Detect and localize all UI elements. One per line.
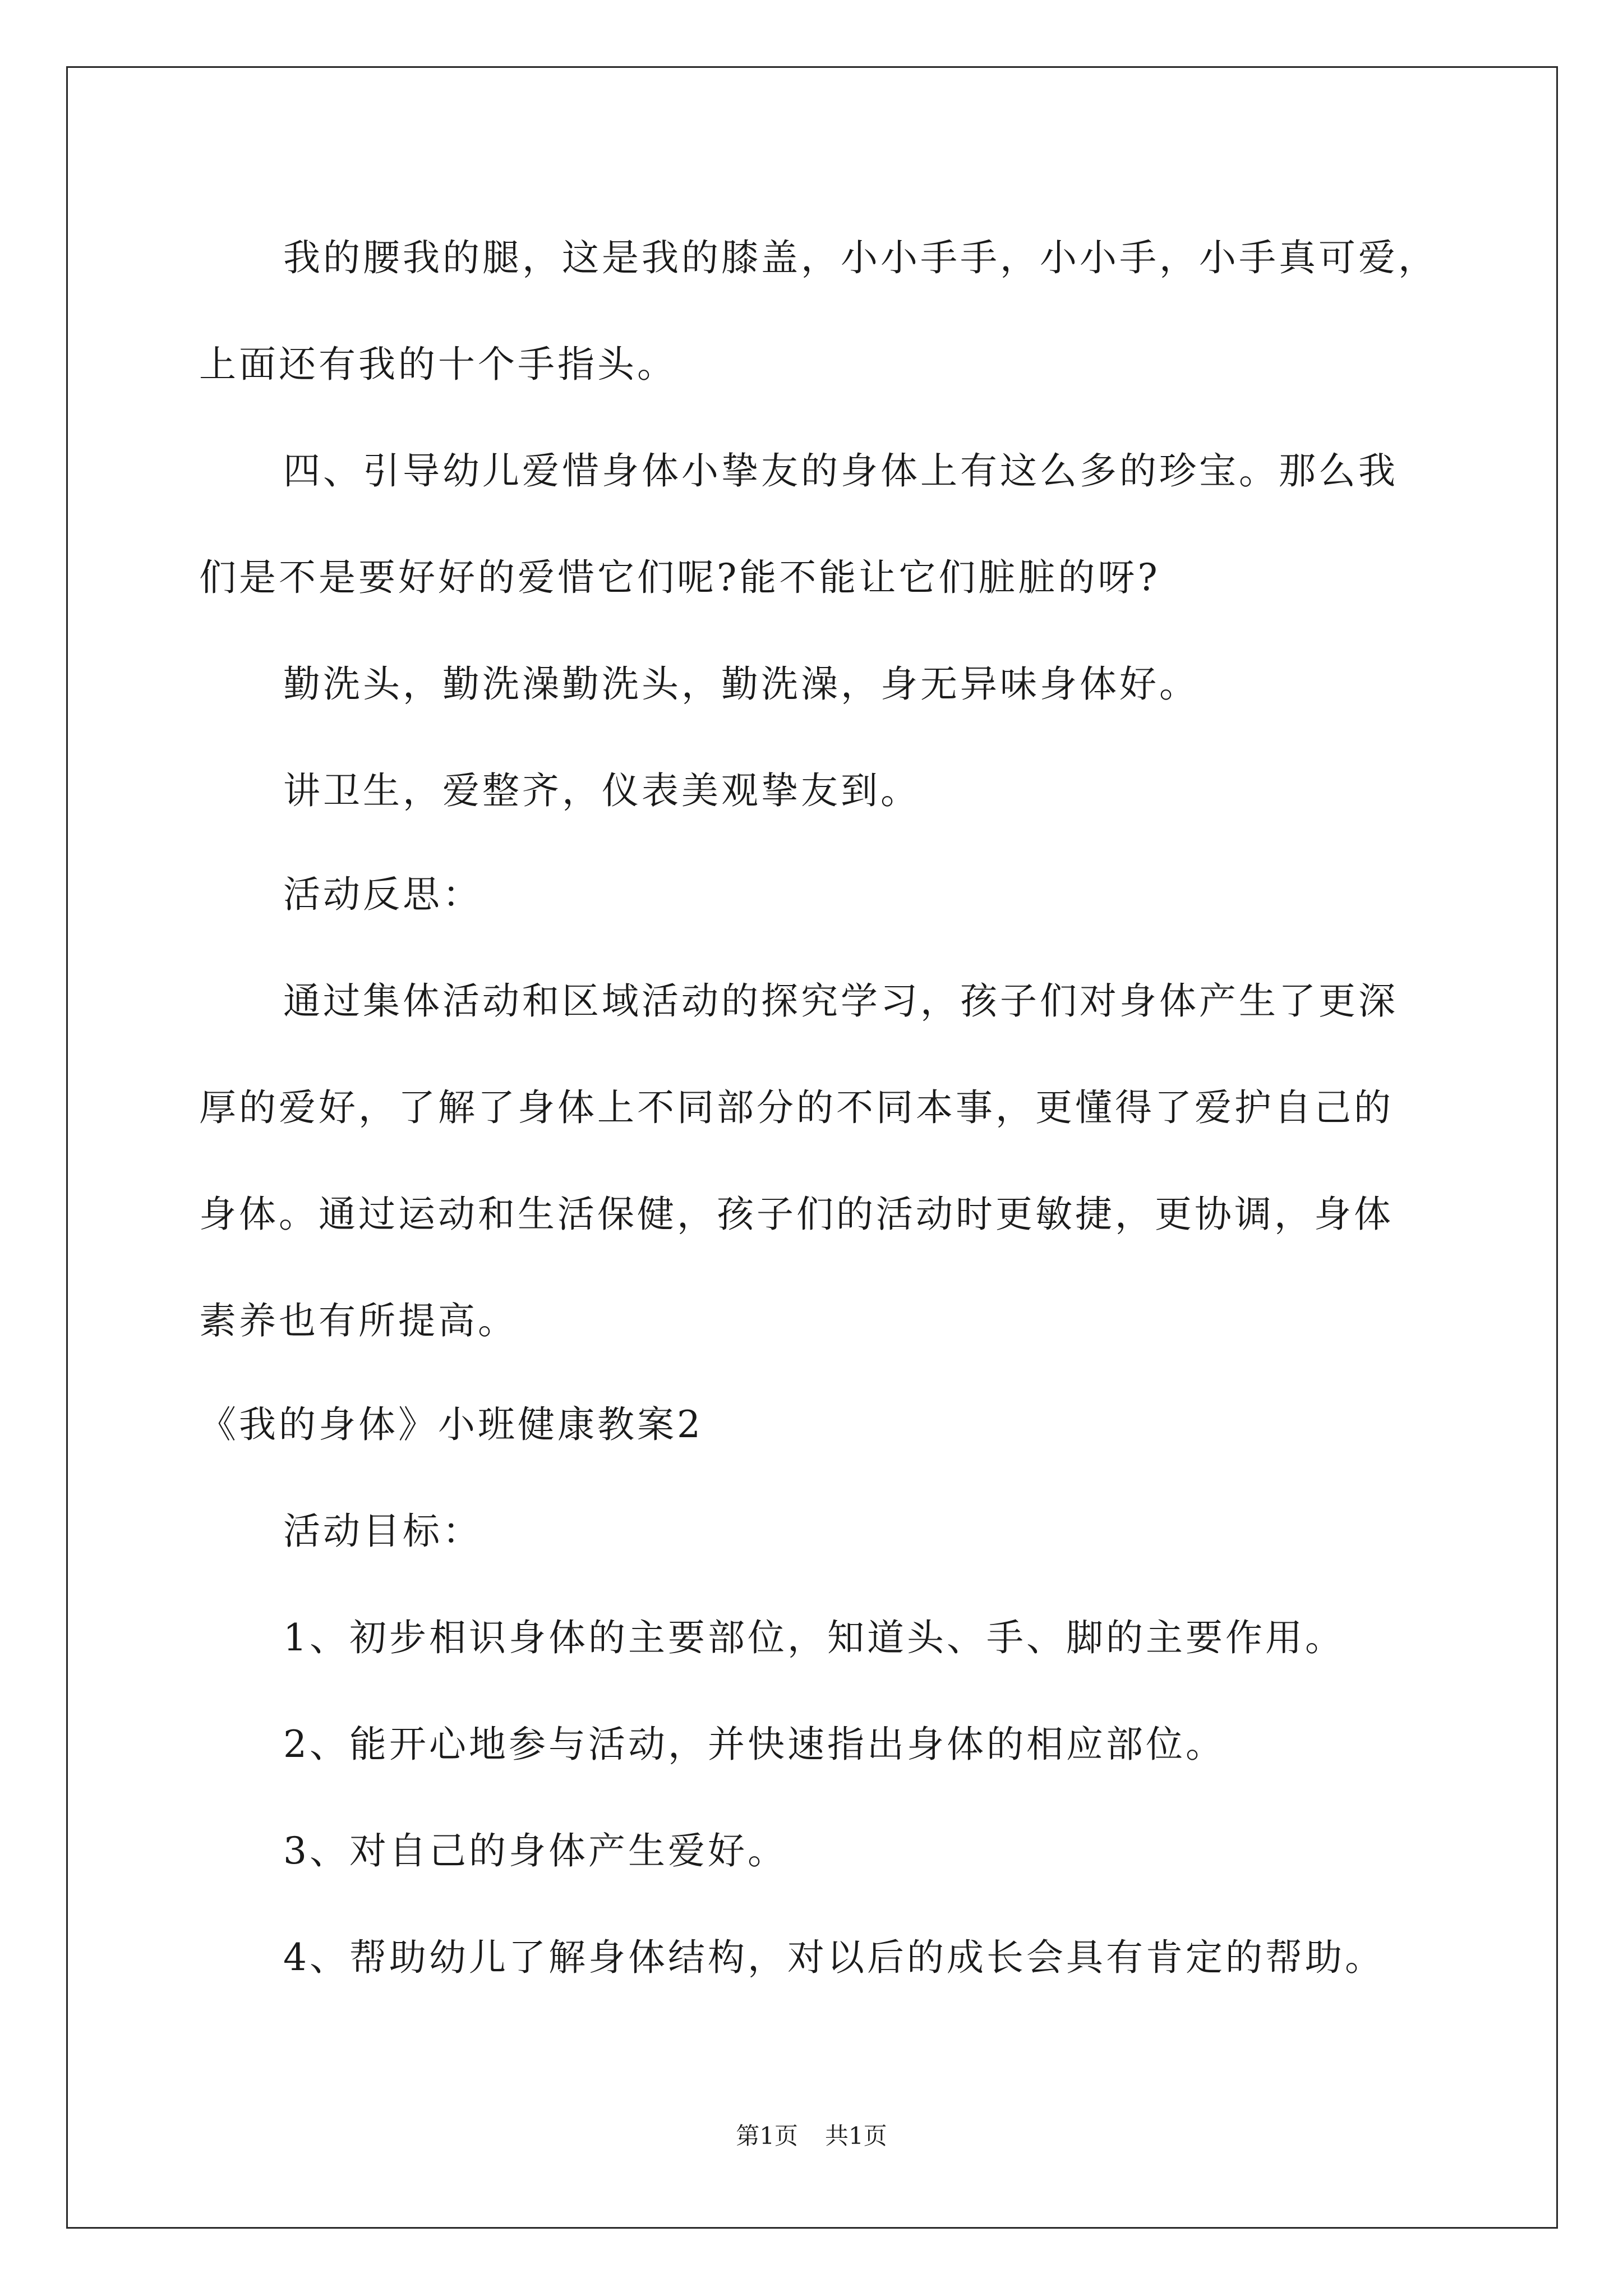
- paragraph-line: 素养也有所提高。: [199, 1299, 518, 1342]
- list-item: 1、初步相识身体的主要部位，知道头、手、脚的主要作用。: [283, 1616, 1345, 1659]
- paragraph-line: 身体。通过运动和生活保健，孩子们的活动时更敏捷，更协调，身体: [199, 1193, 1394, 1236]
- paragraph-line: 四、引导幼儿爱惜身体小挚友的身体上有这么多的珍宝。那么我: [283, 449, 1398, 493]
- paragraph-line: 们是不是要好好的爱惜它们呢?能不能让它们脏脏的呀?: [199, 556, 1160, 599]
- paragraph-line: 讲卫生，爱整齐，仪表美观挚友到。: [283, 769, 920, 812]
- list-item: 3、对自己的身体产生爱好。: [283, 1829, 787, 1872]
- list-item: 4、帮助幼儿了解身体结构，对以后的成长会具有肯定的帮助。: [283, 1936, 1385, 1979]
- page-total: 共1页: [825, 2122, 887, 2150]
- section-heading: 《我的身体》小班健康教案2: [199, 1403, 703, 1446]
- paragraph-line: 通过集体活动和区域活动的探究学习，孩子们对身体产生了更深: [283, 979, 1398, 1023]
- page-border: [66, 66, 1558, 2229]
- section-label: 活动反思：: [283, 873, 482, 916]
- list-item: 2、能开心地参与活动，并快速指出身体的相应部位。: [283, 1723, 1225, 1766]
- paragraph-line: 上面还有我的十个手指头。: [199, 343, 677, 386]
- page-footer: [0, 2120, 1623, 2152]
- section-label: 活动目标：: [283, 1510, 482, 1553]
- paragraph-line: 我的腰我的腿，这是我的膝盖，小小手手，小小手，小手真可爱，: [283, 236, 1438, 279]
- paragraph-line: 厚的爱好，了解了身体上不同部分的不同本事，更懂得了爱护自己的: [199, 1086, 1394, 1129]
- page-number: 第1页: [736, 2122, 798, 2150]
- paragraph-line: 勤洗头，勤洗澡勤洗头，勤洗澡，身无异味身体好。: [283, 662, 1199, 706]
